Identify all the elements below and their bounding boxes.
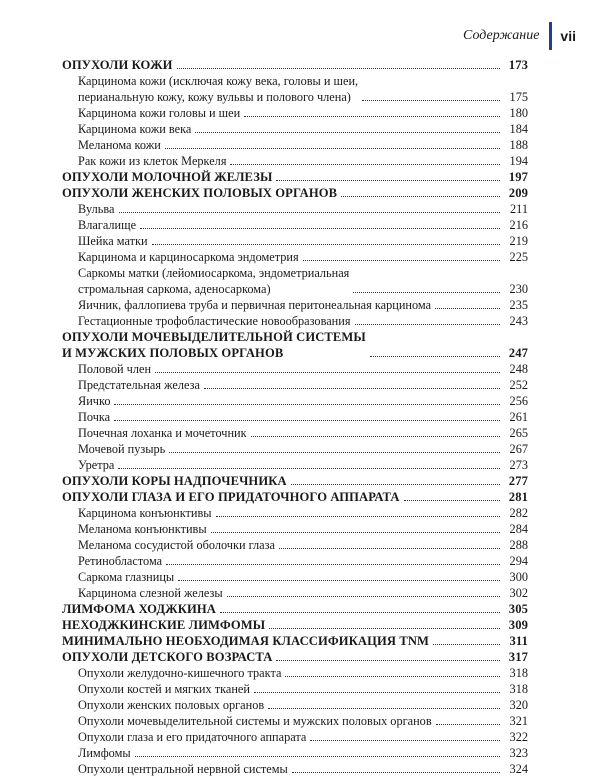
toc-entry[interactable] [62,217,528,233]
dot-leader [230,164,500,165]
toc-entry-title [78,265,349,297]
running-head [463,22,576,50]
dot-leader [268,708,500,709]
toc-entry[interactable] [62,297,528,313]
toc-entry-title [78,729,306,745]
toc-entry[interactable] [62,441,528,457]
toc-entry-title [62,617,265,633]
table-of-contents [62,57,528,777]
toc-page-number: 243 [509,314,528,328]
toc-page-number: 230 [509,282,528,296]
toc-entry-title-line: ОПУХОЛИ ГЛАЗА И ЕГО ПРИДАТОЧНОГО АППАРАТА [62,490,400,504]
toc-entry-title [62,185,337,201]
toc-entry-title [78,441,165,457]
dot-leader [292,772,500,773]
dot-leader [279,548,500,549]
toc-entry-title-line: Влагалище [78,218,137,232]
toc-entry-title [78,537,275,553]
toc-entry-title-line: Карцинома слезной железы [78,586,223,600]
toc-section-heading[interactable] [62,489,528,505]
toc-entry-title-line: Почка [78,410,111,424]
toc-entry-title [78,585,223,601]
toc-entry-title [78,297,431,313]
toc-entry-title-line: Карцинома конъюнктивы [78,506,212,520]
toc-entry-title [78,153,226,169]
toc-entry-title-line: Карцинома и карциносаркома эндометрия [78,250,299,264]
dot-leader [285,676,500,677]
toc-entry-title [78,361,151,377]
toc-section-heading[interactable] [62,473,528,489]
dot-leader [291,484,500,485]
dot-leader [135,756,500,757]
toc-page-number: 197 [508,170,528,184]
toc-entry-title [78,105,240,121]
toc-entry[interactable] [62,585,528,601]
toc-page-number: 175 [509,90,528,104]
toc-entry[interactable] [62,665,528,681]
toc-entry-title [78,697,264,713]
toc-entry-title-line: перианальную кожу, кожу вульвы и полового члена) [78,90,351,104]
toc-entry-title-line: ОПУХОЛИ ДЕТСКОГО ВОЗРАСТА [62,650,273,664]
toc-page-number: 302 [509,586,528,600]
toc-page-number: 252 [509,378,528,392]
toc-page-number: 284 [509,522,528,536]
toc-entry[interactable] [62,201,528,217]
toc-entry-title [78,681,250,697]
toc-entry[interactable] [62,409,528,425]
toc-entry-title-line: Опухоли желудочно-кишечного тракта [78,666,282,680]
toc-page-number: 261 [509,410,528,424]
toc-page-number: 219 [509,234,528,248]
dot-leader [216,516,500,517]
toc-entry-title [62,633,429,649]
dot-leader [310,740,500,741]
toc-page-number: 211 [510,202,528,216]
toc-entry-title [78,745,131,761]
toc-entry-title [78,233,148,249]
toc-page-number: 173 [508,58,528,72]
toc-section-heading[interactable] [62,617,528,633]
toc-entry[interactable] [62,137,528,153]
toc-entry-title-line: Почечная лоханка и мочеточник [78,426,247,440]
toc-entry-title-line: Гестационные трофобластические новообразования [78,314,351,328]
toc-entry-title-line: Лимфомы [78,746,131,760]
toc-entry[interactable] [62,745,528,761]
toc-section-heading[interactable] [62,185,528,201]
toc-entry[interactable] [62,521,528,537]
toc-page-number: 294 [509,554,528,568]
toc-entry-title [62,601,216,617]
toc-entry-title-line: Опухоли глаза и его придаточного аппарата [78,730,307,744]
toc-page-number: 300 [509,570,528,584]
toc-entry-title [78,249,299,265]
toc-page-number: 311 [509,634,528,648]
toc-entry-title [78,505,212,521]
dot-leader [435,308,500,309]
dot-leader [114,404,500,405]
dot-leader [204,388,500,389]
toc-entry-title [78,217,136,233]
dot-leader [166,564,500,565]
toc-section-heading[interactable] [62,329,528,361]
toc-entry[interactable] [62,393,528,409]
toc-entry-title [78,393,110,409]
dot-leader [370,356,500,357]
toc-entry-title-line: стромальная саркома, аденосаркома) [78,282,271,296]
toc-entry-title-line: НЕХОДЖКИНСКИЕ ЛИМФОМЫ [62,618,266,632]
dot-leader [362,100,500,101]
toc-page-number: 209 [508,186,528,200]
running-head-divider [549,22,552,50]
dot-leader [155,372,500,373]
toc-page-number: 256 [509,394,528,408]
dot-leader [433,644,500,645]
toc-entry-title-line: И МУЖСКИХ ПОЛОВЫХ ОРГАНОВ [62,346,284,360]
toc-entry[interactable] [62,457,528,473]
toc-entry-title [78,137,161,153]
toc-page-number: 225 [509,250,528,264]
dot-leader [165,148,500,149]
toc-entry-title [78,457,114,473]
toc-entry-title [62,473,287,489]
toc-entry[interactable] [62,73,528,105]
toc-page-number: 265 [509,426,528,440]
toc-page-number: 320 [509,698,528,712]
dot-leader [341,196,500,197]
toc-entry-title [78,377,200,393]
toc-page-number: 247 [508,346,528,360]
toc-entry-title [78,569,174,585]
toc-entry[interactable] [62,265,528,297]
toc-entry[interactable] [62,697,528,713]
toc-entry[interactable] [62,313,528,329]
toc-entry[interactable] [62,377,528,393]
toc-page-number: 305 [508,602,528,616]
toc-entry[interactable] [62,153,528,169]
toc-entry[interactable] [62,505,528,521]
toc-page-number: 282 [509,506,528,520]
toc-entry[interactable] [62,105,528,121]
toc-entry-title-line: Опухоли центральной нервной системы [78,762,288,776]
toc-entry-title-line: ОПУХОЛИ КОРЫ НАДПОЧЕЧНИКА [62,474,287,488]
toc-entry-title-line: ОПУХОЛИ МОЛОЧНОЙ ЖЕЛЕЗЫ [62,170,273,184]
toc-entry-title [78,409,110,425]
toc-entry-title-line: Ретинобластома [78,554,163,568]
toc-section-heading[interactable] [62,57,528,73]
dot-leader [251,436,500,437]
toc-section-heading[interactable] [62,601,528,617]
dot-leader [119,212,501,213]
toc-entry-title [62,489,400,505]
toc-page-number: 188 [509,138,528,152]
toc-entry-title-line: Мочевой пузырь [78,442,166,456]
dot-leader [211,532,500,533]
toc-entry-title [62,649,272,665]
toc-entry-title-line: Половой член [78,362,152,376]
toc-entry-title-line: ЛИМФОМА ХОДЖКИНА [62,602,216,616]
toc-page-number: 281 [508,490,528,504]
dot-leader [177,68,500,69]
toc-entry-title [78,553,162,569]
dot-leader [152,244,500,245]
toc-entry-title-line: ОПУХОЛИ КОЖИ [62,58,173,72]
toc-entry-title-line: Вульва [78,202,115,216]
toc-entry-title-line: Меланома кожи [78,138,161,152]
dot-leader [140,228,500,229]
toc-entry-title-line: Саркомы матки (лейомиосаркома, эндометриальная [78,266,350,280]
toc-entry-title [78,521,207,537]
toc-page-number: 277 [508,474,528,488]
toc-entry-title-line: Карцинома кожи (исключая кожу века, головы и шеи, [78,74,359,88]
toc-entry[interactable] [62,729,528,745]
dot-leader [303,260,500,261]
dot-leader [269,628,500,629]
dot-leader [178,580,500,581]
toc-entry-title [78,73,358,105]
toc-entry-title [78,313,351,329]
toc-entry[interactable] [62,361,528,377]
dot-leader [118,468,500,469]
dot-leader [220,612,500,613]
toc-page-number: 318 [509,682,528,696]
toc-page-number: 324 [509,762,528,776]
toc-page-number: 194 [509,154,528,168]
toc-page-number: 184 [509,122,528,136]
toc-page-number: 267 [509,442,528,456]
toc-entry-title-line: Карцинома кожи головы и шеи [78,106,241,120]
toc-entry-title-line: МИНИМАЛЬНО НЕОБХОДИМАЯ КЛАССИФИКАЦИЯ TNM [62,634,430,648]
toc-entry-title-line: Опухоли костей и мягких тканей [78,682,250,696]
dot-leader [404,500,500,501]
dot-leader [355,324,501,325]
toc-entry-title-line: Меланома конъюнктивы [78,522,207,536]
toc-entry-title-line: Опухоли мочевыделительной системы и мужских половых органов [78,714,432,728]
running-head-title: Содержание [463,28,540,43]
toc-entry-title-line: Яичник, фаллопиева труба и первичная перитонеальная карцинома [78,298,432,312]
toc-section-heading[interactable] [62,169,528,185]
toc-entry[interactable] [62,425,528,441]
toc-entry-title-line: Уретра [78,458,115,472]
toc-entry-title-line: Предстательная железа [78,378,200,392]
toc-entry-title [78,713,432,729]
toc-entry-title [78,121,191,137]
toc-page-number: 273 [509,458,528,472]
toc-entry[interactable] [62,249,528,265]
dot-leader [436,724,500,725]
toc-page-number: 317 [508,650,528,664]
toc-page-number: 318 [509,666,528,680]
dot-leader [244,116,500,117]
dot-leader [353,292,500,293]
page-number: vii [560,28,576,44]
dot-leader [114,420,500,421]
toc-entry-title-line: Опухоли женских половых органов [78,698,265,712]
toc-entry[interactable] [62,553,528,569]
toc-entry-title [62,57,173,73]
toc-entry-title-line: Рак кожи из клеток Меркеля [78,154,227,168]
toc-entry[interactable] [62,713,528,729]
toc-entry[interactable] [62,569,528,585]
dot-leader [276,180,500,181]
toc-entry-title [78,201,115,217]
toc-page-number: 180 [509,106,528,120]
toc-page-number: 323 [509,746,528,760]
toc-entry-title-line: ОПУХОЛИ ЖЕНСКИХ ПОЛОВЫХ ОРГАНОВ [62,186,338,200]
toc-entry-title [62,329,366,361]
dot-leader [276,660,500,661]
toc-entry-title [78,761,288,777]
toc-entry[interactable] [62,233,528,249]
toc-entry-title-line: ОПУХОЛИ МОЧЕВЫДЕЛИТЕЛЬНОЙ СИСТЕМЫ [62,330,366,344]
toc-entry-title-line: Саркома глазницы [78,570,175,584]
toc-entry-title [62,169,272,185]
toc-entry[interactable] [62,681,528,697]
dot-leader [169,452,500,453]
toc-entry-title-line: Меланома сосудистой оболочки глаза [78,538,275,552]
toc-page-number: 309 [508,618,528,632]
toc-page-number: 235 [509,298,528,312]
toc-entry-title-line: Яичко [78,394,111,408]
toc-entry-title-line: Шейка матки [78,234,148,248]
toc-page-number: 216 [509,218,528,232]
toc-section-heading[interactable] [62,633,528,649]
toc-page-number: 322 [509,730,528,744]
dot-leader [254,692,500,693]
toc-entry[interactable] [62,121,528,137]
toc-page-number: 248 [509,362,528,376]
toc-entry-title [78,425,247,441]
toc-page-number: 288 [509,538,528,552]
toc-entry[interactable] [62,537,528,553]
toc-entry-title-line: Карцинома кожи века [78,122,192,136]
dot-leader [227,596,500,597]
toc-entry-title [78,665,281,681]
toc-section-heading[interactable] [62,649,528,665]
toc-entry[interactable] [62,761,528,777]
toc-page-number: 321 [509,714,528,728]
dot-leader [195,132,500,133]
